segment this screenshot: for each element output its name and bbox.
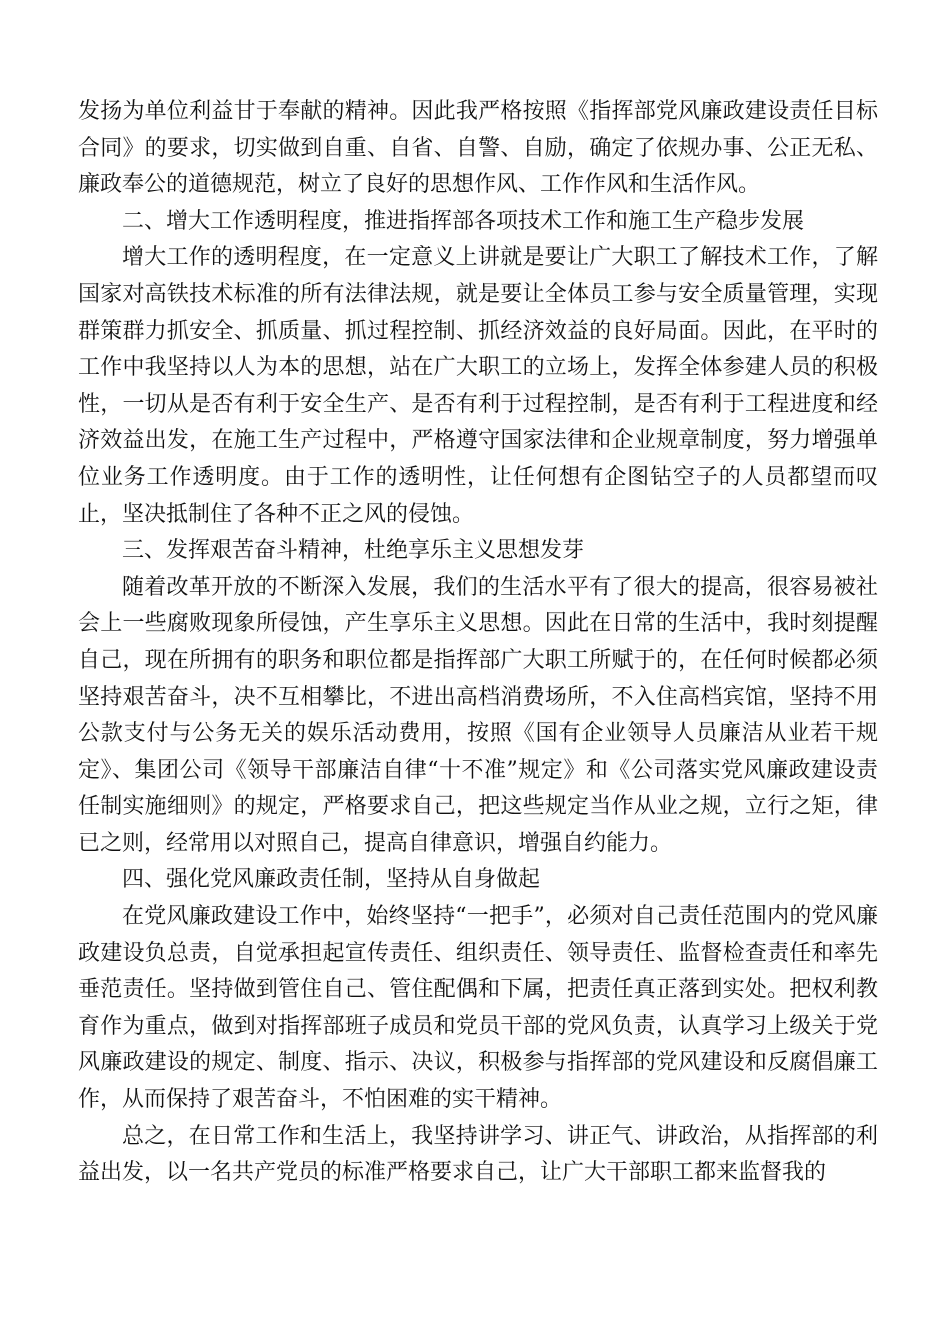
body-paragraph: 增大工作的透明程度，在一定意义上讲就是要让广大职工了解技术工作，了解国家对高铁技术标准的所有法律法规，就是要让全体员工参与安全质量管理，实现群策群力抓安全、抓质量、抓过程控制、抓经济效益的良好局面。因此，在平时的工作中我坚持以人为本的思想，站在广大职工的立场上，发挥全体参建人员的积极性，一切从是否有利于安全生产、是否有利于过程控制，是否有利于工程进度和经济效益出发，在施工生产过程中，严格遵守国家法律和企业规章制度，努力增强单位业务工作透明度。由于工作的透明性，让任何想有企图钻空子的人员都望而叹止，坚决抵制住了各种不正之风的侵蚀。	[78, 245, 878, 527]
body-paragraph: 随着改革开放的不断深入发展，我们的生活水平有了很大的提高，很容易被社会上一些腐败现象所侵蚀，产生享乐主义思想。因此在日常的生活中，我时刻提醒自己，现在所拥有的职务和职位都是指挥部广大职工所赋于的，在任何时候都必须坚持艰苦奋斗，决不互相攀比，不进出高档消费场所，不入住高档宾馆，坚持不用公款支付与公务无关的娱乐活动费用，按照《国有企业领导人员廉洁从业若干规定》、集团公司《领导干部廉洁自律“十不准”规定》和《公司落实党风廉政建设责任制实施细则》的规定，严格要求自己，把这些规定当作从业之规，立行之矩，律已之则，经常用以对照自己，提高自律意识，增强自约能力。	[78, 574, 878, 856]
section-heading: 二、增大工作透明程度，推进指挥部各项技术工作和施工生产稳步发展	[122, 208, 805, 234]
body-paragraph: 在党风廉政建设工作中，始终坚持“一把手”，必须对自己责任范围内的党风廉政建设负总责，自觉承担起宣传责任、组织责任、领导责任、监督检查责任和率先垂范责任。坚持做到管住自己、管住配偶和下属，把责任真正落到实处。把权利教育作为重点，做到对指挥部班子成员和党员干部的党风负责，认真学习上级关于党风廉政建设的规定、制度、指示、决议，积极参与指挥部的党风建设和反腐倡廉工作，从而保持了艰苦奋斗，不怕困难的实干精神。	[78, 904, 878, 1113]
body-paragraph: 发扬为单位利益甘于奉献的精神。因此我严格按照《指挥部党风廉政建设责任目标合同》的要求，切实做到自重、自省、自警、自励，确定了依规办事、公正无私、廉政奉公的道德规范，树立了良好的思想作风、工作作风和生活作风。	[78, 99, 878, 198]
section-heading: 四、强化党风廉政责任制，坚持从自身做起	[122, 867, 541, 893]
body-paragraph: 总之，在日常工作和生活上，我坚持讲学习、讲正气、讲政治，从指挥部的利益出发，以一名共产党员的标准严格要求自己，让广大干部职工都来监督我的	[78, 1123, 878, 1186]
document-page	[78, 94, 878, 1192]
section-heading: 三、发挥艰苦奋斗精神，杜绝享乐主义思想发芽	[122, 538, 585, 564]
